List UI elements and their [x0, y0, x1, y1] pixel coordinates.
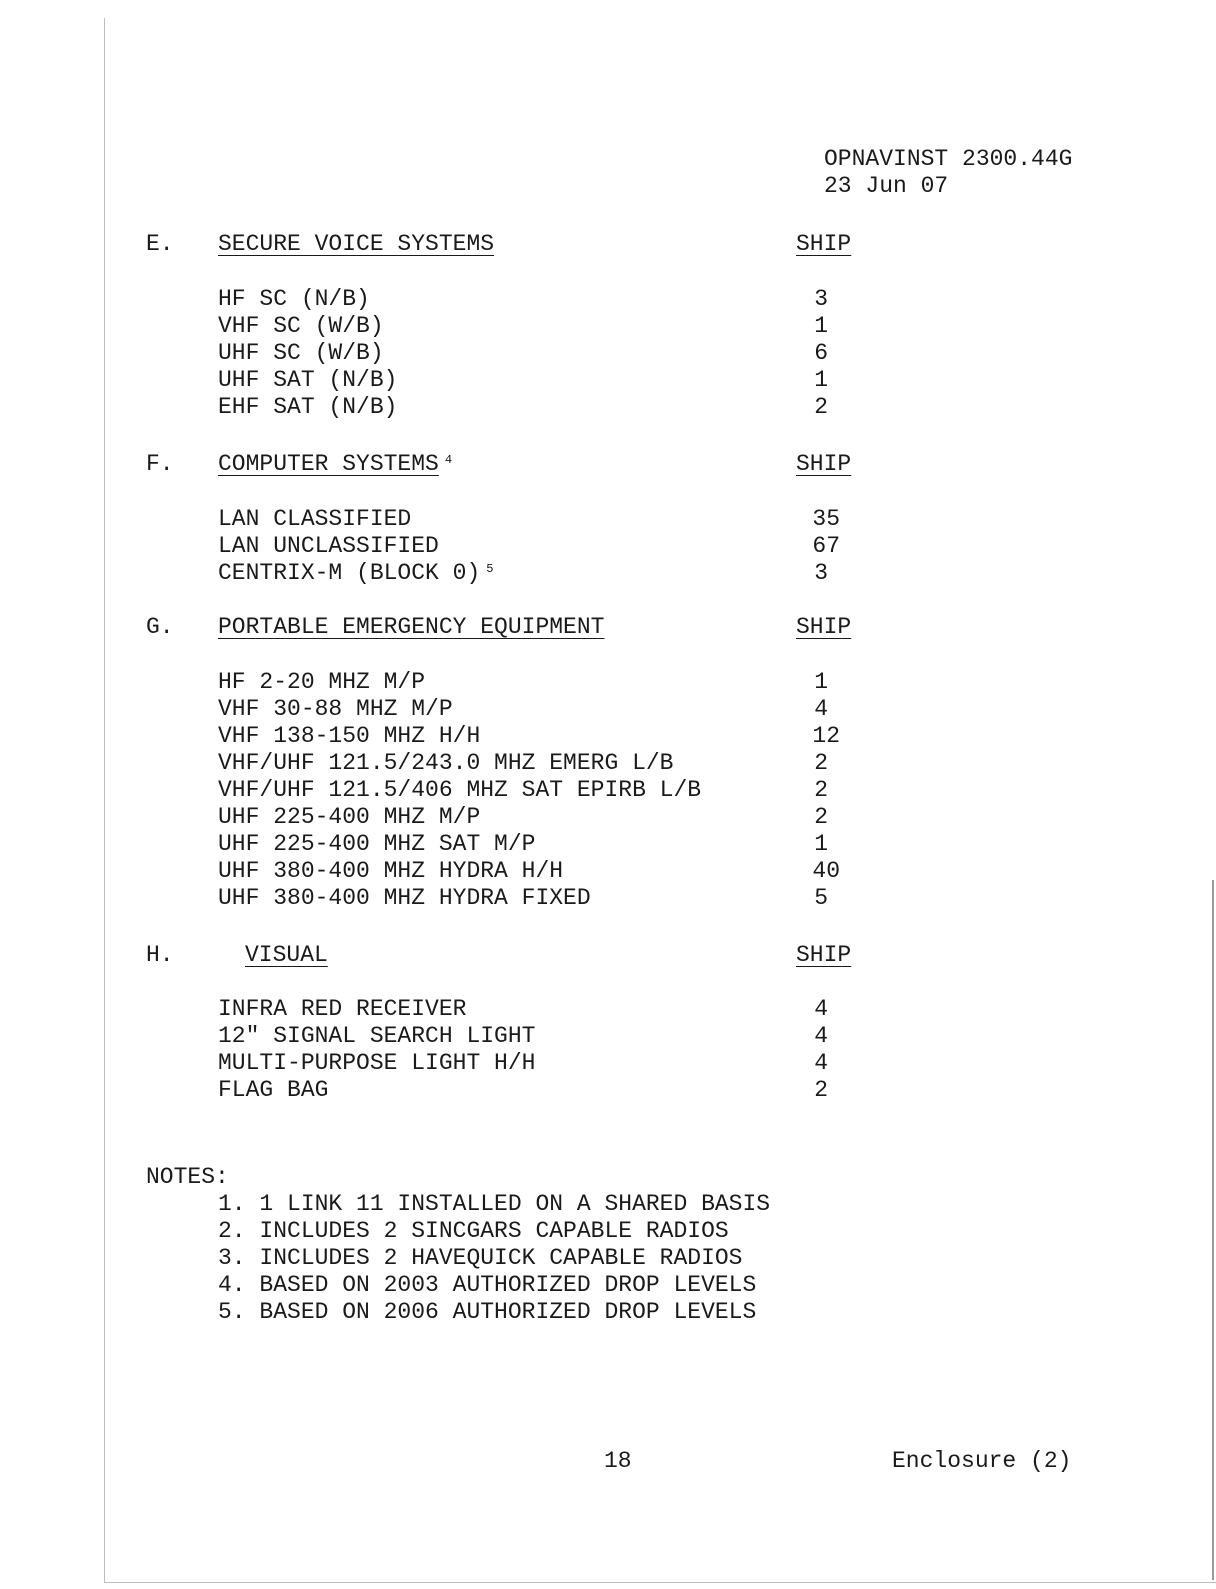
item-name-text: LAN UNCLASSIFIED	[218, 533, 439, 559]
item-name	[218, 669, 425, 696]
item-name-text: UHF SAT (N/B)	[218, 367, 398, 393]
footnote-ref: 5	[486, 562, 494, 576]
item-name-text: UHF 380-400 MHZ HYDRA FIXED	[218, 885, 591, 911]
section-title	[218, 451, 452, 478]
scan-edge-right	[1212, 880, 1214, 1580]
item-quantity: 12	[812, 723, 840, 749]
notes-label: NOTES:	[146, 1164, 229, 1190]
item-name-text: UHF 225-400 MHZ M/P	[218, 804, 481, 830]
section-letter: F.	[146, 451, 174, 477]
item-name	[218, 696, 453, 723]
section-title-text: COMPUTER SYSTEMS	[218, 451, 439, 477]
item-quantity: 4	[814, 1023, 828, 1049]
section-title-text: PORTABLE EMERGENCY EQUIPMENT	[218, 614, 605, 640]
item-name	[218, 831, 535, 858]
item-name-text: HF 2-20 MHZ M/P	[218, 669, 426, 695]
item-quantity: 3	[814, 560, 828, 586]
item-name	[218, 750, 673, 777]
section-letter: G.	[146, 614, 174, 640]
item-name-text: HF SC (N/B)	[218, 286, 370, 312]
item-quantity: 67	[812, 533, 840, 559]
item-name-text: LAN CLASSIFIED	[218, 506, 412, 532]
note-item: 5. BASED ON 2006 AUTHORIZED DROP LEVELS	[218, 1299, 757, 1325]
item-quantity: 5	[814, 885, 828, 911]
item-name	[218, 533, 439, 560]
item-quantity: 4	[814, 696, 828, 722]
item-name-text: VHF/UHF 121.5/243.0 MHZ EMERG L/B	[218, 750, 674, 776]
item-name-text: VHF 138-150 MHZ H/H	[218, 723, 481, 749]
item-name	[218, 1050, 535, 1077]
column-header-ship: SHIP	[796, 451, 852, 477]
note-item: 3. INCLUDES 2 HAVEQUICK CAPABLE RADIOS	[218, 1245, 743, 1271]
item-name-text: UHF SC (W/B)	[218, 340, 384, 366]
item-quantity: 2	[814, 1077, 828, 1103]
item-name-text: 12" SIGNAL SEARCH LIGHT	[218, 1023, 536, 1049]
item-quantity: 2	[814, 777, 828, 803]
item-name	[218, 286, 370, 313]
item-name	[218, 506, 411, 533]
item-name	[218, 1077, 328, 1104]
item-name	[218, 723, 480, 750]
item-name	[218, 996, 466, 1023]
item-name-text: INFRA RED RECEIVER	[218, 996, 467, 1022]
item-name	[218, 777, 701, 804]
item-name	[218, 313, 384, 340]
column-header-ship: SHIP	[796, 942, 852, 968]
item-name-text: VHF 30-88 MHZ M/P	[218, 696, 453, 722]
item-name-text: MULTI-PURPOSE LIGHT H/H	[218, 1050, 536, 1076]
section-letter: H.	[146, 942, 174, 968]
scan-edge-bottom	[104, 1582, 1216, 1583]
item-name	[218, 560, 493, 587]
item-name-text: FLAG BAG	[218, 1077, 329, 1103]
item-name-text: UHF 225-400 MHZ SAT M/P	[218, 831, 536, 857]
note-item: 2. INCLUDES 2 SINCGARS CAPABLE RADIOS	[218, 1218, 729, 1244]
item-name	[218, 367, 397, 394]
doc-id: OPNAVINST 2300.44G	[824, 146, 1073, 172]
item-quantity: 1	[814, 831, 828, 857]
item-name-text: VHF SC (W/B)	[218, 313, 384, 339]
item-name	[218, 1023, 535, 1050]
item-quantity: 40	[812, 858, 840, 884]
item-name	[218, 340, 384, 367]
enclosure-label: Enclosure (2)	[892, 1448, 1072, 1474]
section-title	[218, 231, 494, 258]
item-name-text: CENTRIX-M (BLOCK 0)	[218, 560, 481, 586]
item-quantity: 4	[814, 996, 828, 1022]
doc-date: 23 Jun 07	[824, 173, 949, 199]
item-name-text: UHF 380-400 MHZ HYDRA H/H	[218, 858, 564, 884]
section-title-text: VISUAL	[245, 942, 328, 968]
item-quantity: 6	[814, 340, 828, 366]
item-quantity: 2	[814, 804, 828, 830]
note-item: 4. BASED ON 2003 AUTHORIZED DROP LEVELS	[218, 1272, 757, 1298]
item-quantity: 35	[812, 506, 840, 532]
scan-edge-left	[104, 18, 105, 1583]
item-name	[218, 804, 480, 831]
item-name	[218, 885, 591, 912]
column-header-ship: SHIP	[796, 614, 852, 640]
item-name	[218, 858, 563, 885]
column-header-ship: SHIP	[796, 231, 852, 257]
item-quantity: 3	[814, 286, 828, 312]
note-item: 1. 1 LINK 11 INSTALLED ON A SHARED BASIS	[218, 1191, 771, 1217]
item-quantity: 2	[814, 394, 828, 420]
item-quantity: 1	[814, 669, 828, 695]
item-quantity: 1	[814, 313, 828, 339]
section-letter: E.	[146, 231, 174, 257]
page-number: 18	[604, 1448, 632, 1474]
item-quantity: 1	[814, 367, 828, 393]
section-title	[218, 614, 604, 641]
section-title-text: SECURE VOICE SYSTEMS	[218, 231, 495, 257]
item-quantity: 2	[814, 750, 828, 776]
item-quantity: 4	[814, 1050, 828, 1076]
item-name	[218, 394, 397, 421]
item-name-text: VHF/UHF 121.5/406 MHZ SAT EPIRB L/B	[218, 777, 702, 803]
section-title	[245, 942, 328, 969]
footnote-ref: 4	[444, 453, 453, 467]
item-name-text: EHF SAT (N/B)	[218, 394, 398, 420]
